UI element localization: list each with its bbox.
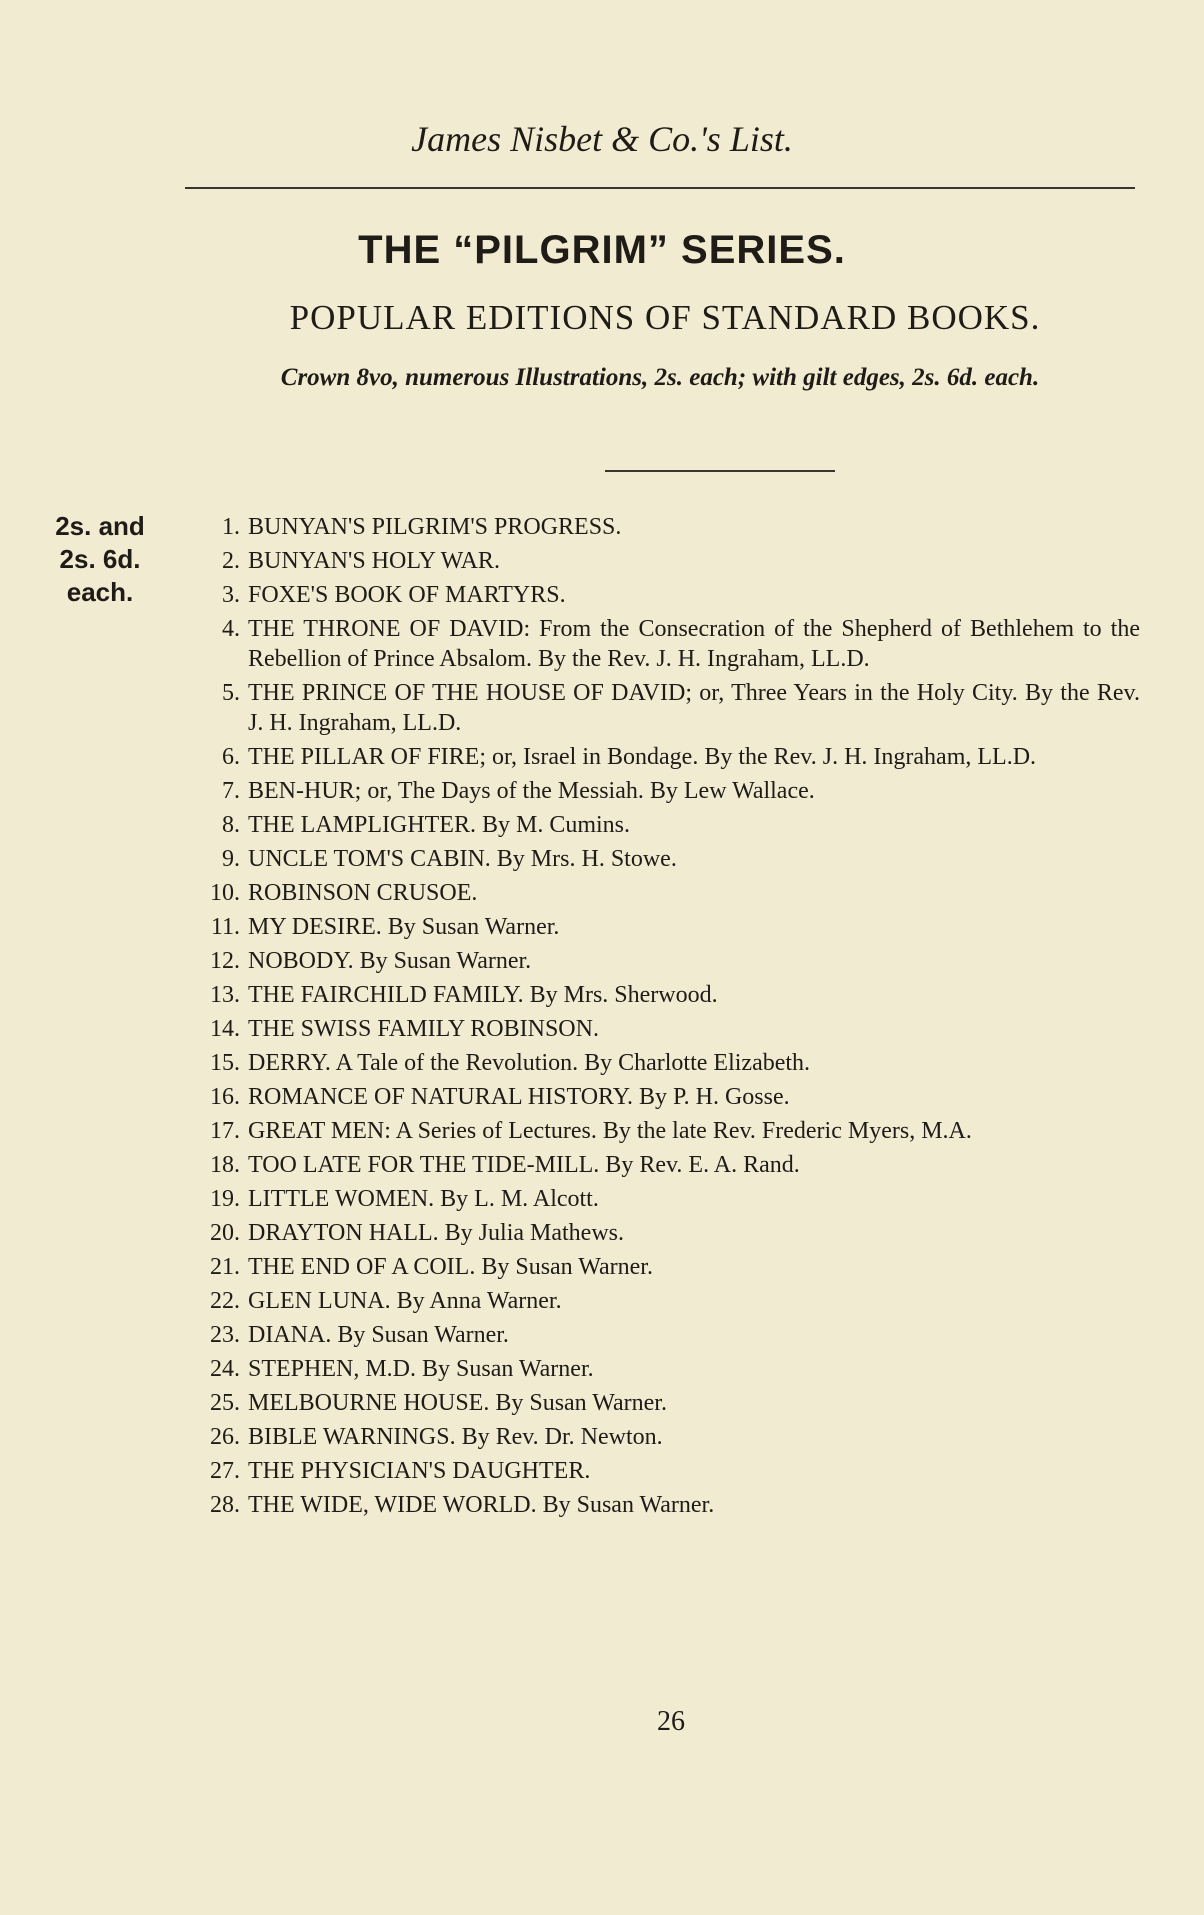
list-item [180, 546, 1140, 576]
book-number: 26. [210, 1424, 240, 1450]
book-entry: THE FAIRCHILD FAMILY. By Mrs. Sherwood. [248, 982, 718, 1008]
book-entry: THE PHYSICIAN'S DAUGHTER. [248, 1458, 591, 1484]
book-number: 19. [210, 1186, 240, 1212]
section-rule [605, 470, 835, 472]
book-number: 25. [210, 1390, 240, 1416]
list-item [180, 912, 1140, 942]
book-entry: NOBODY. By Susan Warner. [248, 948, 532, 974]
book-entry: BUNYAN'S HOLY WAR. [248, 548, 500, 574]
book-number: 4. [222, 616, 240, 642]
list-item [180, 810, 1140, 840]
book-number: 12. [210, 948, 240, 974]
list-item [180, 878, 1140, 908]
book-entry: THE THRONE OF DAVID: From the Consecration of the Shepherd of Bethlehem to the Rebellion of Prince Absalom. By the Rev. J. H. Ingraham, LL.D. [248, 616, 1140, 672]
book-number: 20. [210, 1220, 240, 1246]
list-item [180, 1150, 1140, 1180]
list-item [180, 580, 1140, 610]
list-item [180, 742, 1140, 772]
book-number: 1. [222, 514, 240, 540]
book-number: 9. [222, 846, 240, 872]
price-note-line: each. [66, 577, 134, 607]
price-note-line: 2s. 6d. [59, 544, 141, 574]
list-item [180, 1218, 1140, 1248]
list-item [180, 980, 1140, 1010]
running-header: James Nisbet & Co.'s List. [411, 119, 793, 159]
book-number: 8. [222, 812, 240, 838]
book-number: 21. [210, 1254, 240, 1280]
list-item [180, 844, 1140, 874]
list-item [180, 946, 1140, 976]
book-number: 5. [222, 680, 240, 706]
book-entry: THE LAMPLIGHTER. By M. Cumins. [248, 812, 631, 838]
series-subtitle: POPULAR EDITIONS OF STANDARD BOOKS. [289, 298, 1041, 337]
list-item [180, 1422, 1140, 1452]
book-number: 14. [210, 1016, 240, 1042]
book-entry: THE WIDE, WIDE WORLD. By Susan Warner. [248, 1492, 715, 1518]
book-entry: THE END OF A COIL. By Susan Warner. [248, 1254, 653, 1280]
list-item [180, 1184, 1140, 1214]
book-entry: MY DESIRE. By Susan Warner. [248, 914, 560, 940]
list-item [180, 1388, 1140, 1418]
list-item [180, 512, 1140, 542]
page-number: 26 [657, 1706, 685, 1737]
book-number: 3. [222, 582, 240, 608]
list-item [180, 1048, 1140, 1078]
book-number: 11. [210, 914, 240, 940]
series-description: Crown 8vo, numerous Illustrations, 2s. each; with gilt edges, 2s. 6d. each. [280, 364, 1040, 391]
list-item [180, 776, 1140, 806]
book-number: 10. [210, 880, 240, 906]
book-entry: BEN-HUR; or, The Days of the Messiah. By Lew Wallace. [248, 778, 815, 804]
book-entry: THE SWISS FAMILY ROBINSON. [248, 1016, 599, 1042]
book-entry: UNCLE TOM'S CABIN. By Mrs. H. Stowe. [248, 846, 677, 872]
book-number: 13. [210, 982, 240, 1008]
list-item [180, 1320, 1140, 1350]
book-entry: BIBLE WARNINGS. By Rev. Dr. Newton. [248, 1424, 663, 1450]
book-entry: LITTLE WOMEN. By L. M. Alcott. [248, 1186, 599, 1212]
book-entry: FOXE'S BOOK OF MARTYRS. [248, 582, 566, 608]
book-entry: DERRY. A Tale of the Revolution. By Charlotte Elizabeth. [248, 1050, 811, 1076]
book-entry: STEPHEN, M.D. By Susan Warner. [248, 1356, 594, 1382]
book-entry: TOO LATE FOR THE TIDE-MILL. By Rev. E. A. Rand. [248, 1152, 800, 1178]
book-entry: THE PRINCE OF THE HOUSE OF DAVID; or, Three Years in the Holy City. By the Rev. J. H. Ingraham, LL.D. [248, 680, 1140, 736]
book-number: 16. [210, 1084, 240, 1110]
list-item [180, 614, 1140, 674]
list-item [180, 1116, 1140, 1146]
book-number: 27. [210, 1458, 240, 1484]
book-number: 28. [210, 1492, 240, 1518]
list-item [180, 1490, 1140, 1520]
book-list [180, 512, 1140, 1524]
list-item [180, 1082, 1140, 1112]
book-number: 6. [222, 744, 240, 770]
book-number: 24. [210, 1356, 240, 1382]
book-number: 2. [222, 548, 240, 574]
series-title: THE “PILGRIM” SERIES. [358, 228, 846, 272]
book-number: 23. [210, 1322, 240, 1348]
book-entry: BUNYAN'S PILGRIM'S PROGRESS. [248, 514, 622, 540]
book-entry: ROMANCE OF NATURAL HISTORY. By P. H. Gosse. [248, 1084, 790, 1110]
list-item [180, 1286, 1140, 1316]
book-number: 18. [210, 1152, 240, 1178]
book-entry: GREAT MEN: A Series of Lectures. By the late Rev. Frederic Myers, M.A. [248, 1118, 972, 1144]
book-entry: DRAYTON HALL. By Julia Mathews. [248, 1220, 624, 1246]
list-item [180, 1354, 1140, 1384]
book-number: 17. [210, 1118, 240, 1144]
book-entry: ROBINSON CRUSOE. [248, 880, 478, 906]
book-entry: GLEN LUNA. By Anna Warner. [248, 1288, 562, 1314]
book-entry: THE PILLAR OF FIRE; or, Israel in Bondage. By the Rev. J. H. Ingraham, LL.D. [248, 744, 1037, 770]
price-note [30, 510, 170, 609]
book-entry: MELBOURNE HOUSE. By Susan Warner. [248, 1390, 667, 1416]
book-number: 7. [222, 778, 240, 804]
list-item [180, 678, 1140, 738]
book-number: 22. [210, 1288, 240, 1314]
list-item [180, 1014, 1140, 1044]
book-number: 15. [210, 1050, 240, 1076]
list-item [180, 1456, 1140, 1486]
book-entry: DIANA. By Susan Warner. [248, 1322, 509, 1348]
price-note-line: 2s. and [55, 511, 145, 541]
header-rule [185, 187, 1135, 189]
list-item [180, 1252, 1140, 1282]
